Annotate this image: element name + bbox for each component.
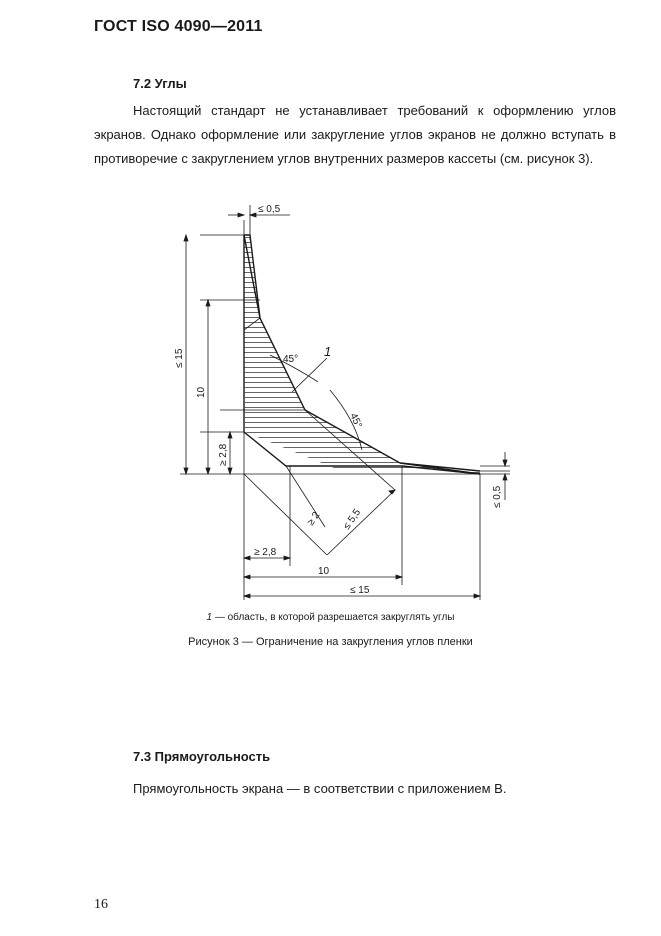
section-7-2-text: Настоящий стандарт не устанавливает требований к оформлению углов экранов. Однако оформление или закругление углов экранов не должно вступать в противоречие с закруглением углов внутренних размеров кассеты (см. рисунок 3).	[94, 103, 616, 166]
label-left-15: ≤ 15	[174, 348, 185, 368]
figure-title: Рисунок 3 — Ограничение на закругления углов пленки	[188, 636, 473, 648]
label-bottom-15: ≤ 15	[350, 585, 370, 596]
label-bottom-10: 10	[318, 566, 330, 577]
label-right-gap: ≤ 0,5	[492, 485, 503, 508]
label-diag-55: ≤ 5,5	[341, 507, 364, 532]
rounding-area	[244, 235, 480, 474]
page-number: 16	[94, 897, 108, 912]
label-angle-b: 45°	[347, 411, 364, 430]
label-callout-1: 1	[324, 344, 332, 359]
section-7-3-paragraph	[94, 777, 616, 801]
reference-lines	[180, 205, 510, 600]
label-bottom-28: ≥ 2,8	[254, 547, 277, 558]
label-top-gap: ≤ 0,5	[258, 204, 281, 215]
dimension-labels	[174, 204, 503, 596]
label-left-10: 10	[196, 386, 207, 398]
label-angle-a: 45°	[283, 354, 299, 365]
document-header: ГОСТ ISO 4090—2011	[94, 18, 263, 35]
section-7-3-text: Прямоугольность экрана — в соответствии с приложением В.	[133, 781, 507, 796]
section-7-2-title: 7.2 Углы	[133, 76, 187, 91]
figure-legend	[0, 612, 661, 623]
section-7-3-title: 7.3 Прямоугольность	[133, 749, 271, 764]
legend-number: 1	[206, 612, 213, 623]
label-diag-2: ≥ 2	[305, 510, 323, 528]
dimension-lines	[184, 213, 507, 598]
label-left-28: ≥ 2,8	[218, 443, 229, 466]
legend-text: — область, в которой разрешается закруглять углы	[212, 612, 455, 623]
